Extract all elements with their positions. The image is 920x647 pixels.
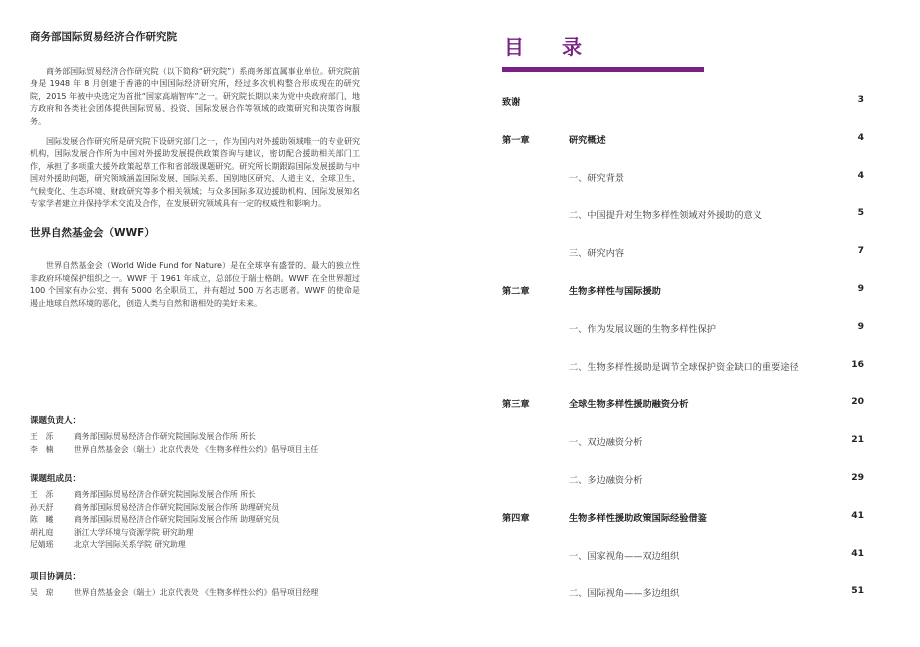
toc-entry-chapter[interactable] [502, 510, 864, 548]
wwf-title: 世界自然基金会（WWF） [30, 227, 155, 240]
toc-page-number: 41 [851, 509, 864, 521]
person-affiliation: 北京大学国际关系学院 研究助理 [74, 540, 186, 549]
toc-page-number: 7 [857, 245, 864, 257]
person-name: 王 泺 [30, 432, 54, 441]
toc-page-number: 9 [857, 282, 864, 294]
toc-page-number: 29 [851, 471, 864, 483]
caitec-department-paragraph: 国际发展合作研究所是研究院下设研究部门之一，作为国内对外援助领域唯一的专业研究机构，国际发展合作所为中国对外援助发展提供政策咨询与建议，密切配合援助相关部门工作，承担了多项重大援外政策起草工作和省部级课题研究。研究所长期跟踪国际发展援助与中国对外援助问题，研究领域涵盖国际发展、国际关系、国别地区研究、人道主义、全球卫生、气候变化、生态环境、财政研究等多个相关领域；与众多国际多双边援助机构、国际发展知名专家学者建立并保持学术交流及合作，在发展研究领域具有一定的权威性和影响力。 [30, 137, 360, 209]
toc-entry-label: 研究概述 [569, 134, 606, 146]
toc-chapter-number: 第一章 [502, 134, 530, 146]
toc-page-number: 41 [851, 547, 864, 559]
toc-entry-chapter[interactable] [502, 396, 864, 434]
toc-entry-section[interactable] [502, 472, 864, 510]
caitec-title: 商务部国际贸易经济合作研究院 [30, 31, 177, 43]
toc-entry-label: 生物多样性援助政策国际经验借鉴 [569, 512, 707, 524]
person-affiliation: 商务部国际贸易经济合作研究院国际发展合作所 助理研究员 [74, 502, 280, 512]
toc-page-number: 20 [851, 396, 864, 408]
member-row [30, 489, 370, 502]
person-name: 王 泺 [30, 490, 54, 499]
wwf-paragraph: 世界自然基金会（World Wide Fund for Nature）是在全球享有盛誉的、最大的独立性非政府环境保护组织之一。WWF 于 1961 年成立，总部位于瑞士格朗。WWF 在全世界超过 100 个国家有办公室、拥有 5000 名全职员工，并有超过 500 万名志愿者。WWF 的使命是遏止地球自然环境的恶化，创造人类与自然和谐相处的美好未来。 [30, 261, 360, 308]
toc-entry-section[interactable] [502, 585, 864, 623]
toc-entry-label: 一、国家视角——双边组织 [569, 550, 680, 562]
coordinator-row [30, 587, 370, 600]
member-row [30, 539, 370, 552]
person-name: 尼婧瑶 [30, 540, 54, 549]
toc-entry-front[interactable] [502, 94, 864, 132]
toc-entry-label: 二、国际视角——多边组织 [569, 588, 680, 600]
person-affiliation: 浙江大学环境与资源学院 研究助理 [74, 527, 194, 537]
toc-title-underline [502, 67, 704, 72]
toc-entry-section[interactable] [502, 434, 864, 472]
toc-page-number: 51 [851, 585, 864, 597]
toc-entry-chapter[interactable] [502, 132, 864, 170]
toc-chapter-number: 第二章 [502, 285, 530, 297]
member-row [30, 502, 370, 515]
toc-page-number: 16 [851, 358, 864, 370]
members-section [30, 473, 370, 552]
toc-entry-section[interactable] [502, 170, 864, 208]
toc-entry-label: 一、双边融资分析 [569, 437, 643, 449]
person-name: 陈 曦 [30, 515, 54, 524]
toc-entry-section[interactable] [502, 321, 864, 359]
toc-entry-label: 二、多边融资分析 [569, 474, 643, 486]
toc-entry-label: 三、研究内容 [569, 248, 625, 260]
person-affiliation: 商务部国际贸易经济合作研究院国际发展合作所 所长 [74, 432, 256, 441]
person-name: 吴 琼 [30, 588, 54, 597]
caitec-intro-paragraph: 商务部国际贸易经济合作研究院（以下简称“研究院”）系商务部直属事业单位。研究院前身是 1948 年 8 月创建于香港的中国国际经济研究所，经过多次机构整合形成现在的研究院，2015 年被中央选定为首批“国家高端智库”之一。研究院长期以来为党中央政府部门、地方政府和各类社会团体提供国际贸易、投资、国际发展合作等领域的政策研究和决策咨询服务。 [30, 67, 360, 126]
person-name: 李 楠 [30, 444, 54, 454]
toc-page-number: 9 [857, 320, 864, 332]
person-name: 孙天舒 [30, 502, 54, 512]
toc-page-number: 4 [857, 131, 864, 143]
person-affiliation: 世界自然基金会（瑞士）北京代表处 《生物多样性公约》倡导项目经理 [74, 588, 319, 597]
toc-page [502, 30, 864, 600]
person-name: 胡礼庭 [30, 527, 54, 537]
toc-entry-label: 二、生物多样性援助是调节全球保护资金缺口的重要途径 [569, 361, 799, 373]
toc-entry-label: 一、研究背景 [569, 172, 625, 184]
left-page [30, 30, 360, 318]
person-affiliation: 商务部国际贸易经济合作研究院国际发展合作所 所长 [74, 490, 256, 499]
members-heading: 课题组成员： [30, 474, 82, 484]
toc-chapter-number: 第三章 [502, 399, 530, 411]
toc-entry-label: 一、作为发展议题的生物多样性保护 [569, 323, 716, 335]
person-affiliation: 商务部国际贸易经济合作研究院国际发展合作所 助理研究员 [74, 515, 280, 524]
leaders-section [30, 415, 370, 456]
toc-entry-label: 二、中国提升对生物多样性领域对外援助的意义 [569, 210, 762, 222]
toc-entry-section[interactable] [502, 245, 864, 283]
toc-page-number: 3 [857, 94, 864, 105]
toc-list [502, 94, 864, 623]
toc-entry-label: 生物多样性与国际援助 [569, 285, 661, 297]
toc-title: 目录 [504, 35, 620, 59]
toc-entry-chapter[interactable] [502, 283, 864, 321]
toc-entry-section[interactable] [502, 359, 864, 397]
coordinators-heading: 项目协调员： [30, 572, 82, 582]
toc-page-number: 21 [851, 434, 864, 446]
person-affiliation: 世界自然基金会（瑞士）北京代表处 《生物多样性公约》倡导项目主任 [74, 444, 319, 454]
leaders-heading: 课题负责人： [30, 416, 82, 426]
toc-entry-section[interactable] [502, 548, 864, 586]
member-row [30, 514, 370, 527]
coordinators-section [30, 571, 370, 600]
leader-row [30, 431, 370, 444]
member-row [30, 527, 370, 540]
toc-entry-label: 全球生物多样性援助融资分析 [569, 399, 689, 411]
leader-row [30, 444, 370, 457]
toc-entry-label: 致谢 [502, 97, 521, 108]
toc-entry-section[interactable] [502, 207, 864, 245]
toc-page-number: 4 [857, 169, 864, 181]
toc-chapter-number: 第四章 [502, 512, 530, 524]
toc-page-number: 5 [857, 207, 864, 219]
